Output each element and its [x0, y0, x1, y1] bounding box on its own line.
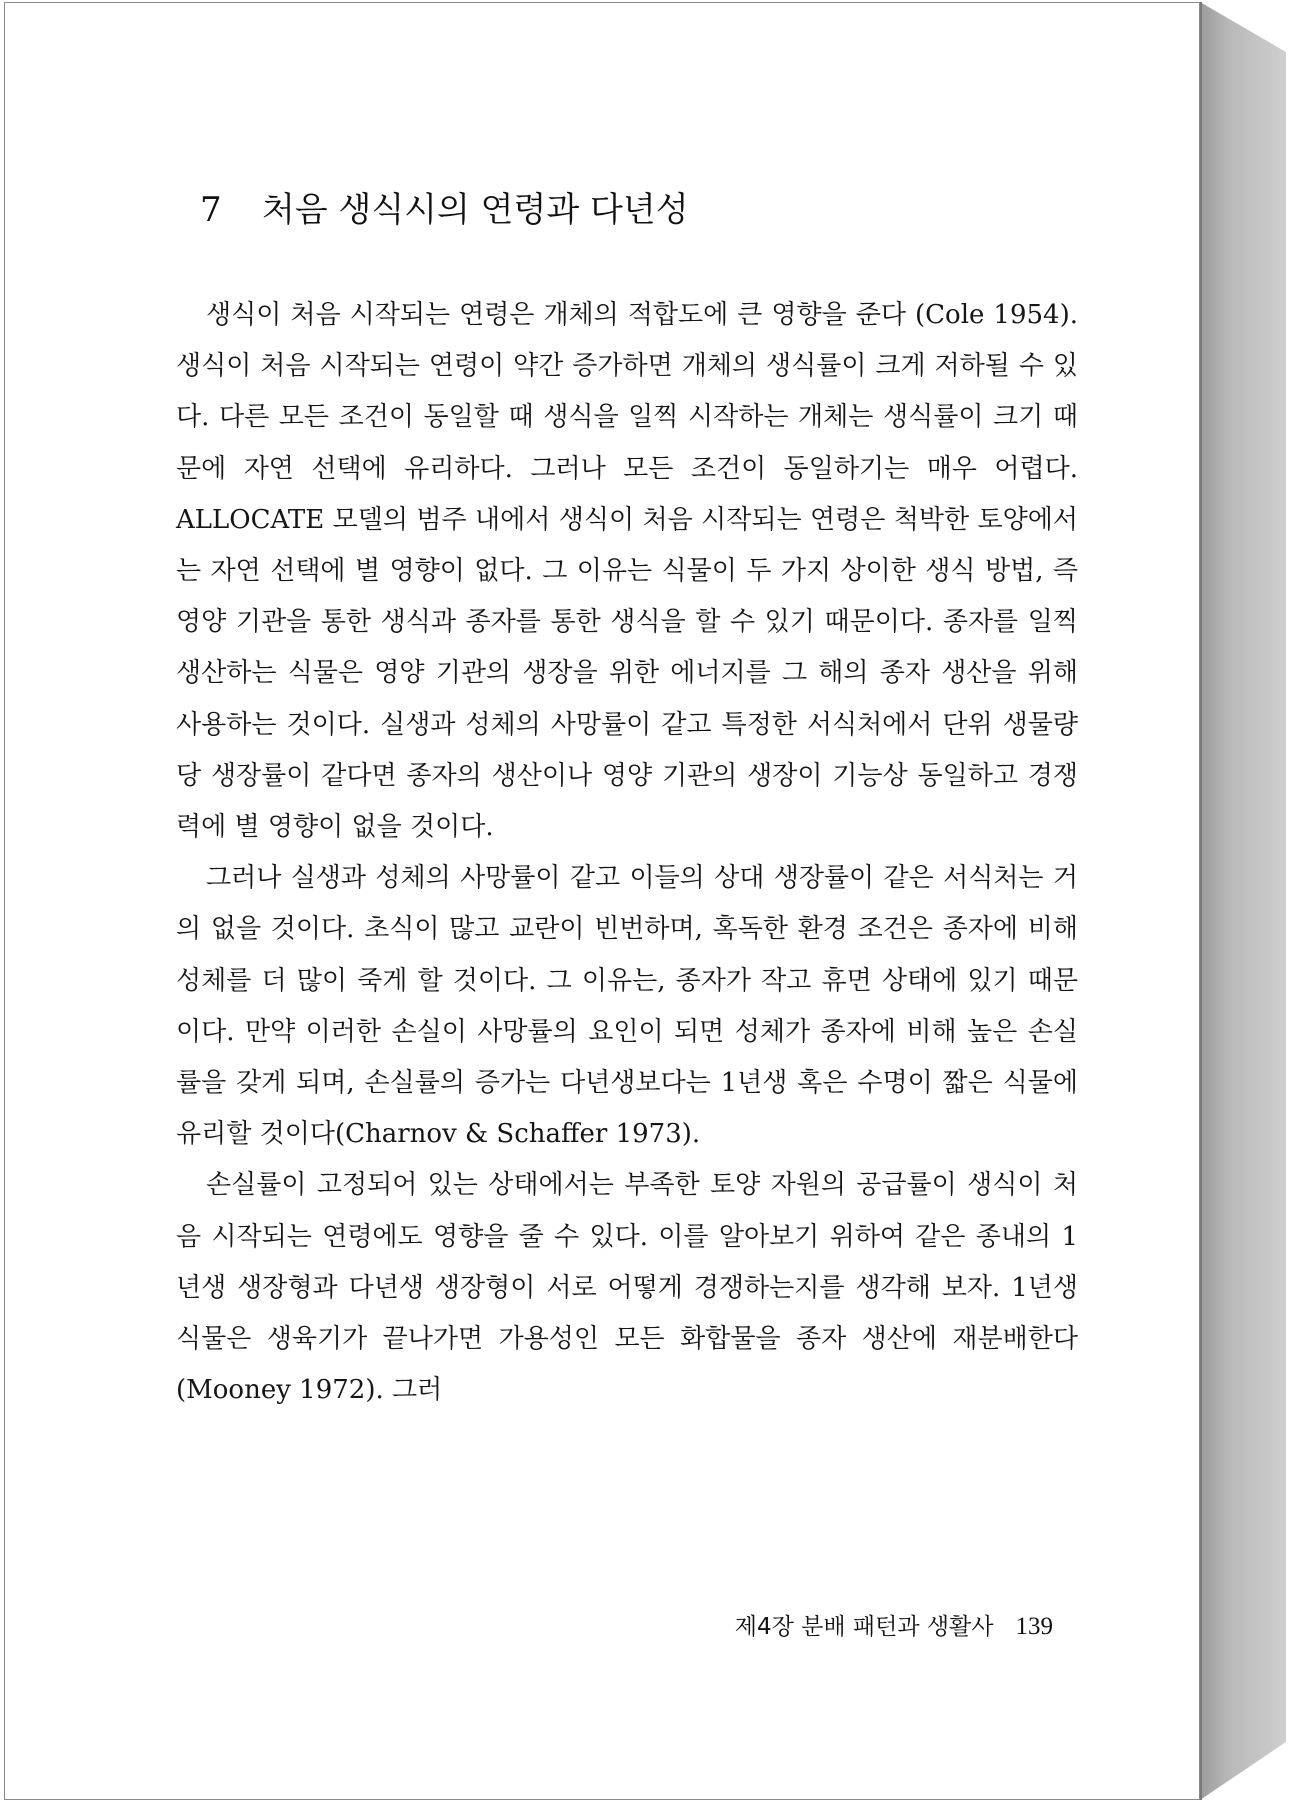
- page-edge: [1200, 2, 1202, 1800]
- book-spine: [1200, 2, 1286, 1800]
- page-number: 139: [1015, 1613, 1053, 1640]
- paragraph-3: 손실률이 고정되어 있는 상태에서는 부족한 토양 자원의 공급률이 생식이 처음 시작되는 연령에도 영향을 줄 수 있다. 이를 알아보기 위하여 같은 종내의 1년생 생장형과 다년생 생장형이 서로 어떻게 경쟁하는지를 생각해 보자. 1년생 식물은 생육기가 끝나가면 가용성인 모든 화합물을 종자 생산에 재분배한다(Mooney 1972). 그러: [176, 1170, 1078, 1406]
- running-footer: [735, 1608, 1053, 1641]
- paragraph-1: 생식이 처음 시작되는 연령은 개체의 적합도에 큰 영향을 준다 (Cole 1954). 생식이 처음 시작되는 연령이 약간 증가하면 개체의 생식률이 크게 저하될 수 있다. 다른 모든 조건이 동일할 때 생식을 일찍 시작하는 개체는 생식률이 크기 때문에 자연 선택에 유리하다. 그러나 모든 조건이 동일하기는 매우 어렵다. ALLOCATE 모델의 범주 내에서 생식이 처음 시작되는 연령은 척박한 토양에서는 자연 선택에 별 영향이 없다. 그 이유는 식물이 두 가지 상이한 생식 방법, 즉 영양 기관을 통한 생식과 종자를 통한 생식을 할 수 있기 때문이다. 종자를 일찍 생산하는 식물은 영양 기관의 생장을 위한 에너지를 그 해의 종자 생산을 위해 사용하는 것이다. 실생과 성체의 사망률이 같고 특정한 서식처에서 단위 생물량당 생장률이 같다면 종자의 생산이나 영양 기관의 생장이 기능상 동일하고 경쟁력에 별 영향이 없을 것이다.: [176, 300, 1079, 843]
- paragraph-2: 그러나 실생과 성체의 사망률이 같고 이들의 상대 생장률이 같은 서식처는 거의 없을 것이다. 초식이 많고 교란이 빈번하며, 혹독한 환경 조건은 종자에 비해 성체를 더 많이 죽게 할 것이다. 그 이유는, 종자가 작고 휴면 상태에 있기 때문이다. 만약 이러한 손실이 사망률의 요인이 되면 성체가 종자에 비해 높은 손실률을 갖게 되며, 손실률의 증가는 다년생보다는 1년생 혹은 수명이 짧은 식물에 유리할 것이다(Charnov & Schaffer 1973).: [176, 863, 1078, 1150]
- section-number: 7: [200, 190, 222, 230]
- section-heading: [200, 182, 689, 231]
- body-text: [176, 290, 1078, 1416]
- chapter-title: 제4장 분배 패턴과 생활사: [734, 1614, 994, 1640]
- section-title: 처음 생식시의 연령과 다년성: [262, 190, 689, 230]
